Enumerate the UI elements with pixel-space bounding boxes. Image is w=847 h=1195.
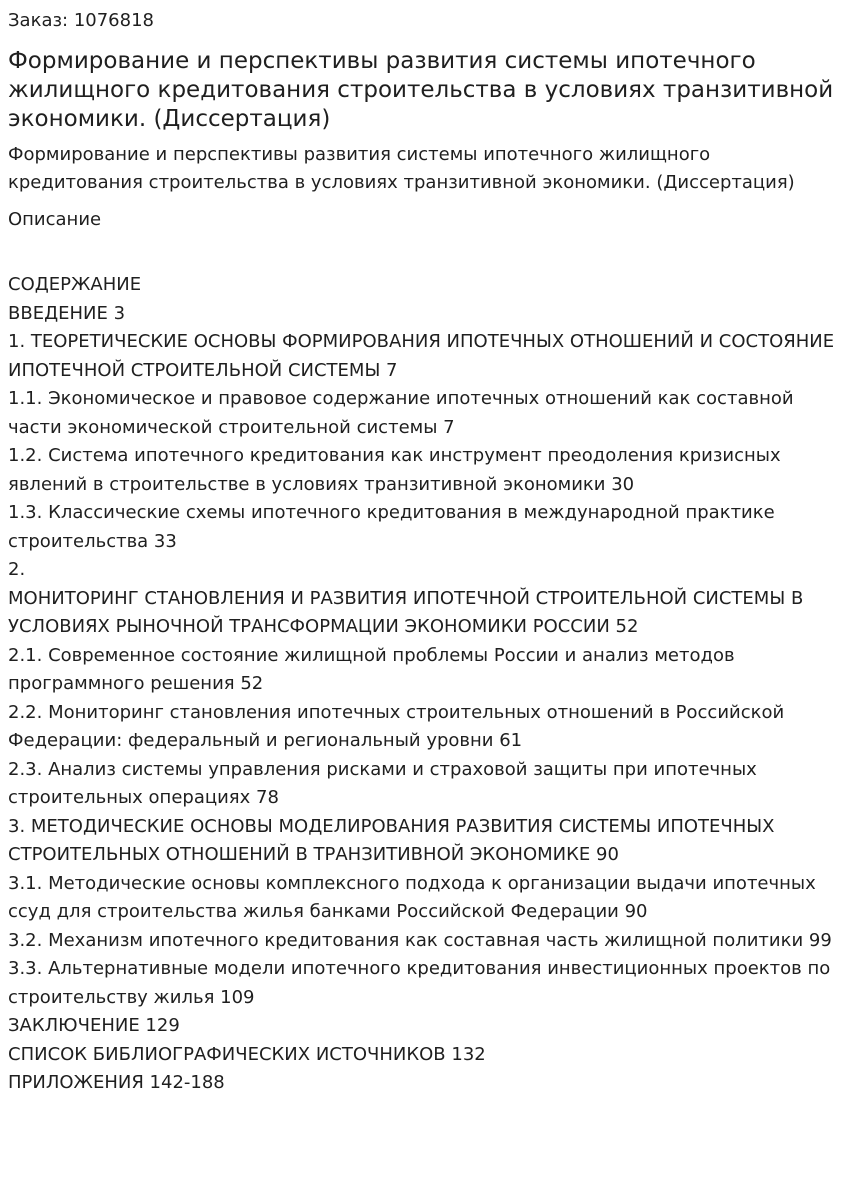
toc-item: МОНИТОРИНГ СТАНОВЛЕНИЯ И РАЗВИТИЯ ИПОТЕЧНОЙ СТРОИТЕЛЬНОЙ СИСТЕМЫ В УСЛОВИЯХ РЫНОЧНОЙ ТРАНСФОРМАЦИИ ЭКОНОМИКИ РОССИИ 52 [8, 587, 804, 637]
description-label: Описание [8, 209, 102, 230]
toc-item: 3. МЕТОДИЧЕСКИЕ ОСНОВЫ МОДЕЛИРОВАНИЯ РАЗВИТИЯ СИСТЕМЫ ИПОТЕЧНЫХ СТРОИТЕЛЬНЫХ ОТНОШЕНИЙ В ТРАНЗИТИВНОЙ ЭКОНОМИКЕ 90 [8, 815, 775, 865]
toc-item: 3.1. Методические основы комплексного подхода к организации выдачи ипотечных ссуд для строительства жилья банками Российской Федерации 90 [8, 872, 816, 922]
toc-item: ВВЕДЕНИЕ 3 [8, 302, 126, 324]
page-title: Формирование и перспективы развития системы ипотечного жилищного кредитования строительства в условиях транзитивной экономики. (Диссертация) [8, 48, 834, 132]
toc-item: 2.2. Мониторинг становления ипотечных строительных отношений в Российской Федерации: федеральный и региональный уровни 61 [8, 701, 785, 751]
toc-item: СОДЕРЖАНИЕ [8, 274, 142, 295]
toc-item: 3.3. Альтернативные модели ипотечного кредитования инвестиционных проектов по строительству жилья 109 [8, 958, 831, 1008]
toc-item: 2.3. Анализ системы управления рисками и страховой защиты при ипотечных строительных операциях 78 [8, 758, 757, 808]
order-number: Заказ: 1076818 [8, 10, 154, 31]
toc-item: 2. [8, 559, 26, 580]
toc-item: СПИСОК БИБЛИОГРАФИЧЕСКИХ ИСТОЧНИКОВ 132 [8, 1043, 486, 1065]
toc-item: 2.1. Современное состояние жилищной проблемы России и анализ методов программного решения 52 [8, 644, 735, 694]
toc-item: 3.2. Механизм ипотечного кредитования как составная часть жилищной политики 99 [8, 929, 832, 951]
toc-item: 1.2. Система ипотечного кредитования как инструмент преодоления кризисных явлений в строительстве в условиях транзитивной экономики 30 [8, 445, 781, 495]
toc-item: 1. ТЕОРЕТИЧЕСКИЕ ОСНОВЫ ФОРМИРОВАНИЯ ИПОТЕЧНЫХ ОТНОШЕНИЙ И СОСТОЯНИЕ ИПОТЕЧНОЙ СТРОИТЕЛЬНОЙ СИСТЕМЫ 7 [8, 331, 835, 381]
toc-item: 1.1. Экономическое и правовое содержание ипотечных отношений как составной части экономической строительной системы 7 [8, 388, 794, 438]
toc-item: ПРИЛОЖЕНИЯ 142-188 [8, 1072, 225, 1093]
toc-item: ЗАКЛЮЧЕНИЕ 129 [8, 1015, 180, 1036]
toc-item: 1.3. Классические схемы ипотечного кредитования в международной практике строительства 33 [8, 502, 775, 552]
table-of-contents [8, 271, 839, 1098]
page-subtitle: Формирование и перспективы развития системы ипотечного жилищного кредитования строительства в условиях транзитивной экономики. (Диссертация) [8, 144, 795, 193]
